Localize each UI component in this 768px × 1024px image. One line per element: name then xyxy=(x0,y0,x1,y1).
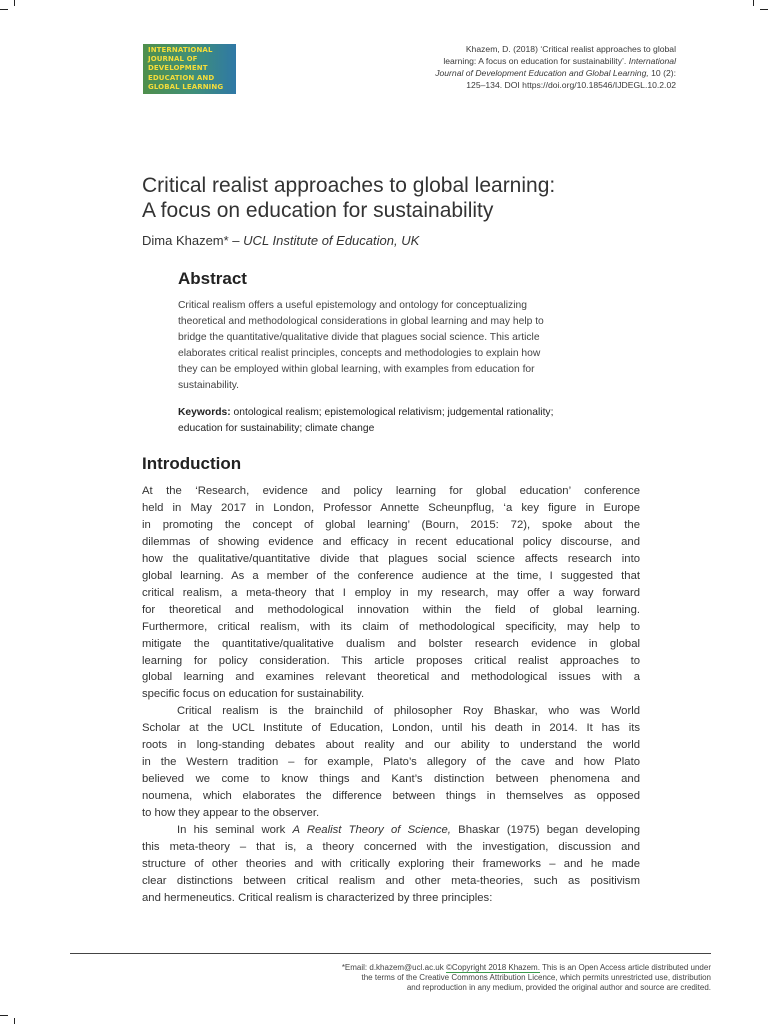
journal-logo-line: EDUCATION AND xyxy=(148,73,215,82)
body-line: Scholar at the UCL Institute of Education, London, until his death in 2014. It has its xyxy=(142,722,640,735)
author-email: *Email: d.khazem@ucl.ac.uk xyxy=(341,963,446,972)
citation-volume: 10 (2): xyxy=(648,68,676,78)
journal-logo-line: DEVELOPMENT xyxy=(148,64,208,73)
keywords-label: Keywords: xyxy=(178,407,231,418)
body-line: in promoting the concept of global learning’ (Bourn, 2015: 72), spoke about the xyxy=(142,518,640,531)
body-line: in the Western tradition – for example, Plato’s allegory of the cave and how Plato xyxy=(142,756,640,769)
footer-divider xyxy=(70,953,711,954)
abstract-line: they can be employed within global learning, with examples from education for xyxy=(178,363,535,375)
article-title-line: Critical realist approaches to global learning: xyxy=(142,174,556,197)
body-line: learning for policy consideration. This article proposes critical realist approaches to xyxy=(142,654,640,667)
body-line: held in May 2017 in London, Professor Annette Scheunpflug, ‘a key figure in Europe xyxy=(142,501,640,514)
body-line: At the ‘Research, evidence and policy learning for global education’ conference xyxy=(142,485,640,497)
introduction-body xyxy=(142,483,640,907)
author-line xyxy=(142,233,419,248)
body-line: Critical realism is the brainchild of philosopher Roy Bhaskar, who was World xyxy=(177,705,640,718)
body-line: this meta-theory – that is, a theory concerned with the investigation, discussion and xyxy=(142,841,640,854)
journal-logo xyxy=(143,44,236,94)
abstract-line: theoretical and methodological considerations in global learning and may help to xyxy=(178,315,544,327)
body-line xyxy=(142,822,640,839)
abstract-heading: Abstract xyxy=(178,269,247,288)
body-line: dilemmas of showing evidence and efficacy in recent educational policy discourse, and xyxy=(142,535,640,548)
copyright-link[interactable]: ©Copyright 2018 Khazem. xyxy=(445,963,540,972)
body-line: and hermeneutics. Critical realism is characterized by three principles: xyxy=(142,891,493,904)
body-line: global learning and examines relevant theoretical and methodological issues with a xyxy=(142,671,640,684)
citation-line xyxy=(376,55,676,67)
body-text-segment: Bhaskar (1975) began developing xyxy=(450,824,640,837)
body-line: how the qualitative/quantitative divide that plagues social science affects research into xyxy=(142,552,640,565)
keywords-line xyxy=(178,405,618,421)
body-line: structure of other theories and with critically exploring their frameworks – and he made xyxy=(142,857,640,870)
body-line: for theoretical and methodological innovation within the field of global learning. xyxy=(142,603,640,616)
footnote-text: This is an Open Access article distributed under xyxy=(539,963,711,972)
keywords-line: education for sustainability; climate change xyxy=(178,422,375,434)
abstract-line: bridge the quantitative/qualitative divide that plagues social science. This article xyxy=(178,331,540,343)
introduction-heading: Introduction xyxy=(142,454,242,473)
citation-journal: Journal of Development Education and Global Learning, xyxy=(435,68,649,78)
abstract-line: elaborates critical realist principles, concepts and methodologies to explain how xyxy=(178,347,541,359)
body-line: to how they appear to the observer. xyxy=(142,807,320,820)
citation-line xyxy=(376,67,676,79)
body-line: noumena, which elaborates the difference between things in themselves as opposed xyxy=(142,790,640,803)
crop-mark-bottom-left xyxy=(0,1015,8,1016)
keywords-list: ontological realism; epistemological relativism; judgemental rationality; xyxy=(230,407,554,418)
keywords xyxy=(178,405,618,436)
abstract-text xyxy=(178,298,606,393)
body-line: mitigate the quantitative/qualitative dualism and bolster research evidence in global xyxy=(142,637,640,650)
crop-mark-top-left xyxy=(0,9,8,10)
author-name: Dima Khazem* – xyxy=(142,233,240,248)
citation-line: Khazem, D. (2018) ‘Critical realist approaches to global xyxy=(465,44,676,54)
book-title: A Realist Theory of Science, xyxy=(292,824,451,837)
article-title-line: A focus on education for sustainability xyxy=(142,199,494,222)
abstract-line: Critical realism offers a useful epistemology and ontology for conceptualizing xyxy=(178,300,527,311)
body-line: global learning. As a member of the conference audience at the time, I suggested that xyxy=(142,569,640,582)
author-affiliation: UCL Institute of Education, UK xyxy=(243,233,420,248)
crop-mark-bottom-left-vertical xyxy=(14,1018,15,1024)
citation-journal: International xyxy=(628,56,676,66)
footnote xyxy=(251,963,711,993)
article-title xyxy=(142,173,642,223)
footnote-line xyxy=(251,963,711,973)
body-line: believed we come to know things and Kant’s distinction between phenomena and xyxy=(142,773,640,786)
body-line: specific focus on education for sustainability. xyxy=(142,688,365,701)
citation-text: learning: A focus on education for sustainability’. xyxy=(443,56,627,66)
crop-mark-top-right-vertical xyxy=(753,0,754,6)
citation-block xyxy=(376,43,676,91)
footnote-line: the terms of the Creative Commons Attribution Licence, which permits unrestricted use, distribution xyxy=(361,973,711,982)
citation-doi[interactable]: 125–134. DOI https://doi.org/10.18546/IJDEGL.10.2.02 xyxy=(466,80,676,90)
journal-logo-line: JOURNAL OF xyxy=(148,55,198,64)
journal-logo-line: GLOBAL LEARNING xyxy=(148,82,224,91)
crop-mark-top-left-vertical xyxy=(14,0,15,6)
body-text-segment: In his seminal work xyxy=(177,824,293,837)
body-line: clear distinctions between critical realism and other meta-theories, such as positivism xyxy=(142,874,640,887)
crop-mark-top-right xyxy=(760,9,768,10)
body-line: critical realism, a meta-theory that I employ in my research, may offer a way forward xyxy=(142,586,640,599)
journal-logo-line: INTERNATIONAL xyxy=(148,46,213,54)
footnote-line: and reproduction in any medium, provided the original author and source are credited. xyxy=(406,983,711,992)
body-line: roots in long-standing debates about reality and our ability to understand the world xyxy=(142,739,640,752)
body-line: Furthermore, critical realism, with its claim of methodological specificity, may help to xyxy=(142,620,640,633)
abstract-line: sustainability. xyxy=(178,379,240,391)
